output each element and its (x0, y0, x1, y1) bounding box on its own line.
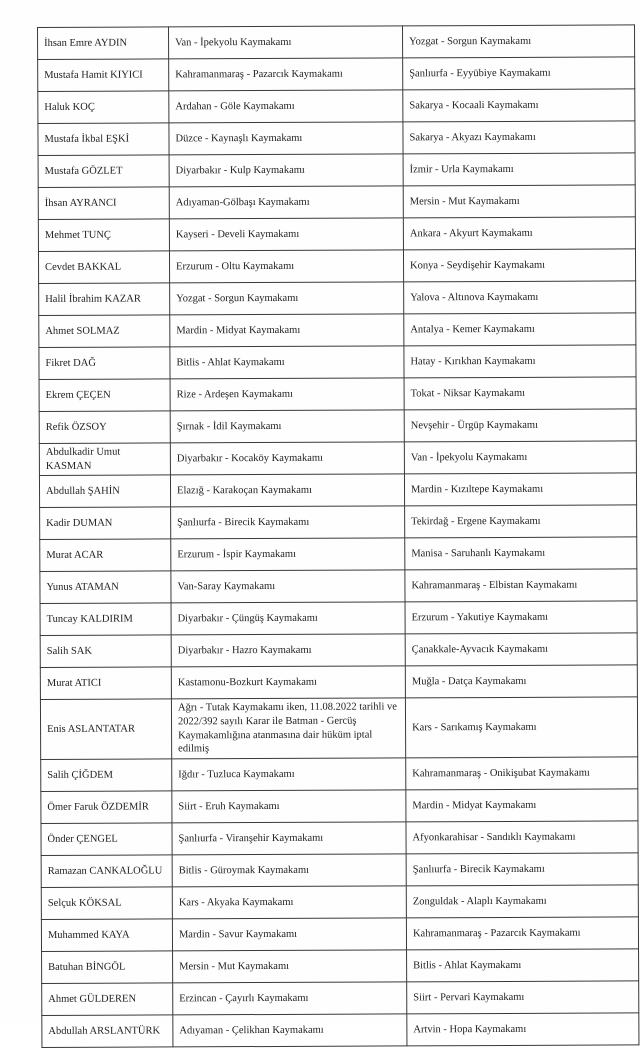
table-row (40, 601, 637, 636)
table-row (38, 249, 635, 284)
new-post-cell: Kahramanmaraş - Elbistan Kaymakamı (405, 569, 637, 602)
new-post-cell: Artvin - Hopa Kaymakamı (407, 1013, 639, 1046)
table-row (42, 949, 639, 984)
new-post-cell: Van - İpekyolu Kaymakamı (404, 441, 636, 474)
table-row (38, 153, 635, 188)
table-row (40, 537, 637, 572)
current-post-cell: Bitlis - Ahlat Kaymakamı (170, 346, 404, 379)
official-name-cell: İhsan AYRANCI (38, 187, 169, 220)
current-post-cell: Diyarbakır - Kulp Kaymakamı (169, 154, 403, 187)
table-row (40, 697, 637, 759)
table-row (40, 505, 637, 540)
current-post-cell: Kars - Akyaka Kaymakamı (172, 886, 406, 919)
official-name-cell: Önder ÇENGEL (41, 823, 172, 856)
new-post-cell: Kars - Sarıkamış Kaymakamı (405, 697, 637, 758)
new-post-cell: Kahramanmaraş - Onikişubat Kaymakamı (406, 757, 638, 790)
official-name-cell: Mehmet TUNÇ (38, 219, 169, 252)
table-row (41, 757, 638, 792)
official-name-cell: Haluk KOÇ (38, 91, 169, 124)
official-name-cell: Ömer Faruk ÖZDEMİR (41, 791, 172, 824)
current-post-cell: Kayseri - Develi Kaymakamı (169, 218, 403, 251)
current-post-cell: Şanlıurfa - Birecik Kaymakamı (171, 506, 405, 539)
appointments-table (37, 24, 639, 1047)
new-post-cell: Yalova - Altınova Kaymakamı (404, 281, 636, 314)
table-row (40, 569, 637, 604)
current-post-cell: Yozgat - Sorgun Kaymakamı (170, 282, 404, 315)
official-name-cell: Fikret DAĞ (39, 347, 170, 380)
official-name-cell: Kadir DUMAN (40, 507, 171, 540)
current-post-cell: Iğdır - Tuzluca Kaymakamı (172, 758, 406, 791)
table-row (39, 313, 636, 348)
current-post-cell: Van-Saray Kaymakamı (171, 570, 405, 603)
new-post-cell: Tokat - Niksar Kaymakamı (404, 377, 636, 410)
new-post-cell: Erzurum - Yakutiye Kaymakamı (405, 601, 637, 634)
current-post-cell: Kastamonu-Bozkurt Kaymakamı (171, 666, 405, 699)
new-post-cell: Konya - Seydişehir Kaymakamı (403, 249, 635, 282)
official-name-cell: Abdullah ŞAHİN (39, 475, 170, 508)
table-row (40, 665, 637, 700)
table-row (41, 821, 638, 856)
current-post-cell: Rize - Ardeşen Kaymakamı (170, 378, 404, 411)
official-name-cell: Batuhan BİNGÖL (42, 951, 173, 984)
official-name-cell: Ahmet GÜLDEREN (42, 983, 173, 1016)
new-post-cell: Ankara - Akyurt Kaymakamı (403, 217, 635, 250)
official-name-cell: Refik ÖZSOY (39, 411, 170, 444)
current-post-cell: Siirt - Eruh Kaymakamı (172, 790, 406, 823)
official-name-cell: Halil İbrahim KAZAR (39, 283, 170, 316)
current-post-cell: Mardin - Savur Kaymakamı (172, 918, 406, 951)
new-post-cell: Nevşehir - Ürgüp Kaymakamı (404, 409, 636, 442)
current-post-cell: Diyarbakır - Kocaköy Kaymakamı (170, 442, 404, 475)
new-post-cell: Çanakkale-Ayvacık Kaymakamı (405, 633, 637, 666)
table-row (41, 885, 638, 920)
new-post-cell: Muğla - Datça Kaymakamı (405, 665, 637, 698)
official-name-cell: Selçuk KÖKSAL (41, 887, 172, 920)
current-post-cell: Bitlis - Güroymak Kaymakamı (172, 854, 406, 887)
new-post-cell: Zonguldak - Alaplı Kaymakamı (406, 885, 638, 918)
current-post-cell: Adıyaman - Çelikhan Kaymakamı (173, 1014, 407, 1047)
current-post-cell: Düzce - Kaynaşlı Kaymakamı (169, 122, 403, 155)
table-row (38, 25, 635, 60)
table-row (40, 633, 637, 668)
current-post-cell: Erzincan - Çayırlı Kaymakamı (173, 982, 407, 1015)
table-row (41, 853, 638, 888)
table-row (39, 409, 636, 444)
table-row (38, 121, 635, 156)
table-row (38, 217, 635, 252)
new-post-cell: Sakarya - Kocaali Kaymakamı (403, 89, 635, 122)
current-post-cell: Şanlıurfa - Viranşehir Kaymakamı (172, 822, 406, 855)
new-post-cell: Mersin - Mut Kaymakamı (403, 185, 635, 218)
official-name-cell: Yunus ATAMAN (40, 571, 171, 604)
new-post-cell: İzmir - Urla Kaymakamı (403, 153, 635, 186)
table-row (38, 57, 635, 92)
table-row (42, 981, 639, 1016)
official-name-cell: Tuncay KALDIRIM (40, 603, 171, 636)
official-name-cell: Mustafa İkbal EŞKİ (38, 123, 169, 156)
new-post-cell: Yozgat - Sorgun Kaymakamı (402, 25, 634, 58)
table-row (42, 1013, 639, 1048)
table-row (38, 185, 635, 220)
current-post-cell: Elazığ - Karakoçan Kaymakamı (170, 474, 404, 507)
new-post-cell: Afyonkarahisar - Sandıklı Kaymakamı (406, 821, 638, 854)
official-name-cell: Murat ATICI (40, 667, 171, 700)
table-row (41, 917, 638, 952)
current-post-cell: Erzurum - İspir Kaymakamı (171, 538, 405, 571)
new-post-cell: Tekirdağ - Ergene Kaymakamı (405, 505, 637, 538)
new-post-cell: Kahramanmaraş - Pazarcık Kaymakamı (406, 917, 638, 950)
official-name-cell: Salih ÇİĞDEM (41, 759, 172, 792)
current-post-cell: Ardahan - Göle Kaymakamı (169, 90, 403, 123)
official-name-cell: Abdulkadir Umut KASMAN (39, 443, 170, 476)
current-post-cell: Şırnak - İdil Kaymakamı (170, 410, 404, 443)
table-row (39, 281, 636, 316)
current-post-cell: Mersin - Mut Kaymakamı (173, 950, 407, 983)
table-row (38, 89, 635, 124)
official-name-cell: Cevdet BAKKAL (38, 251, 169, 284)
official-name-cell: Mustafa Hamit KIYICI (38, 59, 169, 92)
appointments-table-body (38, 25, 639, 1047)
official-name-cell: Ramazan CANKALOĞLU (41, 855, 172, 888)
new-post-cell: Sakarya - Akyazı Kaymakamı (403, 121, 635, 154)
new-post-cell: Antalya - Kemer Kaymakamı (404, 313, 636, 346)
official-name-cell: Ekrem ÇEÇEN (39, 379, 170, 412)
current-post-cell: Adıyaman-Gölbaşı Kaymakamı (169, 186, 403, 219)
official-name-cell: Muhammed KAYA (41, 919, 172, 952)
official-name-cell: Ahmet SOLMAZ (39, 315, 170, 348)
official-name-cell: Abdullah ARSLANTÜRK (42, 1015, 173, 1048)
new-post-cell: Mardin - Kızıltepe Kaymakamı (404, 473, 636, 506)
table-row (41, 789, 638, 824)
new-post-cell: Hatay - Kırıkhan Kaymakamı (404, 345, 636, 378)
new-post-cell: Siirt - Pervari Kaymakamı (407, 981, 639, 1014)
table-row (39, 377, 636, 412)
current-post-cell: Ağrı - Tutak Kaymakamı iken, 11.08.2022 tarihli ve 2022/392 sayılı Karar ile Batman - Gercüş Kaymakamlığına atanmasına dair hüküm iptal edilmiş (171, 698, 405, 759)
current-post-cell: Diyarbakır - Hazro Kaymakamı (171, 634, 405, 667)
current-post-cell: Diyarbakır - Çüngüş Kaymakamı (171, 602, 405, 635)
new-post-cell: Manisa - Saruhanlı Kaymakamı (405, 537, 637, 570)
new-post-cell: Şanlıurfa - Eyyübiye Kaymakamı (403, 57, 635, 90)
official-name-cell: İhsan Emre AYDIN (38, 27, 169, 60)
current-post-cell: Erzurum - Oltu Kaymakamı (169, 250, 403, 283)
current-post-cell: Kahramanmaraş - Pazarcık Kaymakamı (169, 58, 403, 91)
current-post-cell: Mardin - Midyat Kaymakamı (170, 314, 404, 347)
new-post-cell: Şanlıurfa - Birecik Kaymakamı (406, 853, 638, 886)
new-post-cell: Bitlis - Ahlat Kaymakamı (407, 949, 639, 982)
table-row (39, 473, 636, 508)
official-name-cell: Salih SAK (40, 635, 171, 668)
new-post-cell: Mardin - Midyat Kaymakamı (406, 789, 638, 822)
table-row (39, 441, 636, 476)
official-name-cell: Mustafa GÖZLET (38, 155, 169, 188)
current-post-cell: Van - İpekyolu Kaymakamı (169, 26, 403, 59)
table-row (39, 345, 636, 380)
official-name-cell: Murat ACAR (40, 539, 171, 572)
official-name-cell: Enis ASLANTATAR (40, 699, 171, 759)
